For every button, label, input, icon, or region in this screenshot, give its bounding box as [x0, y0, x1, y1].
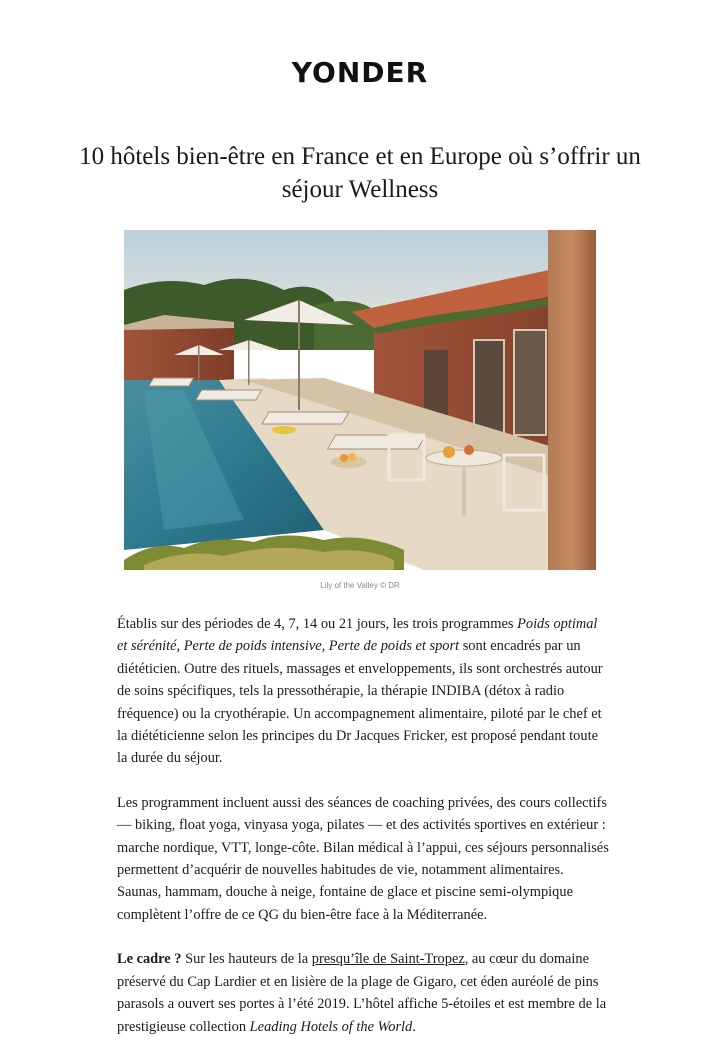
hero-image — [124, 230, 596, 570]
section-label: Le cadre ? — [117, 951, 182, 968]
paragraph-text: Sur les hauteurs de la — [181, 951, 312, 968]
image-caption: Lily of the Valley © DR — [320, 581, 400, 590]
paragraph-text: . — [412, 1018, 416, 1035]
saint-tropez-link[interactable]: presqu’île de Saint-Tropez — [311, 951, 465, 968]
paragraph-text: , au cœur du domaine préservé du Cap Lardier et en lisière de la plage de Gigaro, cet éden auréolé de pins parasols a ouvert ses portes à l’été 2019. L’hôtel affiche 5-étoiles et est membre de la prestigieuse collection — [117, 951, 607, 1035]
paragraph-text: sont encadrés par un diététicien. Outre des rituels, massages et enveloppements, ils sont orchestrés autour de soins spécifiques, tels la pressothérapie, la thérapie INDIBA (détox à radio fréquence) ou la cryothérapie. Un accompagnement alimentaire, piloté par le chef et la diététicienne selon les principes du Dr Jacques Fricker, est proposé pendant toute la durée du séjour. — [117, 638, 603, 767]
paragraph-3 — [117, 948, 609, 1038]
paragraph-2: Les programment incluent aussi des séances de coaching privées, des cours collectifs — biking, float yoga, vinyasa yoga, pilates — et des activités sportives en extérieur : marche nordique, VTT, longe-côte. Bilan médical à l’appui, ces séjours personnalisés permettent d’acquérir de nouvelles habitudes de vie, notamment alimentaires. Saunas, hammam, douche à neige, fontaine de glace et piscine semi-olympique complètent l’offre de ce QG du bien-être face à la Méditerranée. — [117, 794, 609, 923]
site-logo[interactable]: YONDER — [291, 56, 429, 89]
article-body — [117, 613, 609, 1060]
collection-name: Leading Hotels of the World — [249, 1018, 413, 1035]
program-names: Poids optimal et sérénité, Perte de poids intensive, Perte de poids et sport — [117, 616, 598, 655]
article-title: 10 hôtels bien-être en France et en Europe où s’offrir un séjour Wellness — [79, 143, 641, 203]
paragraph-text: Établis sur des périodes de 4, 7, 14 ou 21 jours, les trois programmes — [117, 616, 518, 632]
paragraph-1 — [117, 613, 609, 770]
